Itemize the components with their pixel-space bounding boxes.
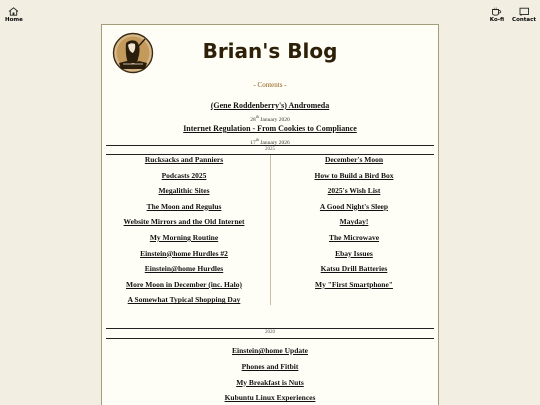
post-link[interactable]: Einstein@home Update	[232, 346, 308, 355]
year-label-2025: 2025	[265, 147, 275, 152]
contents-label: - Contents -	[253, 81, 287, 89]
post-link[interactable]: My "First Smartphone"	[315, 279, 393, 289]
posts-2020-list	[102, 346, 438, 405]
home-label: Home	[5, 17, 23, 23]
section-divider	[106, 145, 434, 146]
featured-post-link[interactable]: Internet Regulation - From Cookies to Compliance	[183, 124, 357, 133]
featured-post-date: 17th January 2026	[250, 137, 290, 146]
posts-2025-right-column	[272, 155, 436, 295]
home-link[interactable]	[5, 7, 23, 23]
post-link[interactable]: 2025's Wish List	[327, 186, 381, 196]
top-nav-right	[484, 7, 536, 23]
coffee-cup-icon	[491, 7, 502, 16]
post-link[interactable]: A Good Night's Sleep	[319, 201, 389, 211]
featured-post	[102, 118, 438, 146]
post-link[interactable]: My Breakfast is Nuts	[236, 377, 304, 387]
post-link[interactable]: Website Mirrors and the Old Internet	[123, 217, 245, 227]
post-link[interactable]: Phones and Fitbit	[241, 361, 299, 371]
section-divider	[106, 328, 434, 329]
post-link[interactable]: Katsu Drill Batteries	[320, 264, 388, 274]
kofi-label: Ko-fi	[489, 17, 505, 23]
post-link[interactable]: Einstein@home Hurdles #2	[140, 248, 228, 258]
post-link[interactable]: December's Moon	[324, 155, 384, 164]
home-icon	[8, 7, 19, 16]
contact-icon	[519, 7, 530, 16]
post-link[interactable]: Podcasts 2025	[161, 170, 207, 180]
post-link[interactable]: Mayday!	[339, 217, 369, 227]
blog-title: Brian's Blog	[202, 39, 338, 63]
post-link[interactable]: The Moon and Regulus	[146, 201, 222, 211]
top-nav-left	[5, 7, 23, 23]
contact-link[interactable]	[512, 7, 536, 23]
posts-2025-left-column	[102, 155, 266, 311]
post-link[interactable]: How to Build a Bird Box	[314, 170, 394, 180]
post-link[interactable]: My Morning Routine	[149, 232, 219, 242]
column-divider	[270, 155, 271, 305]
post-link[interactable]: Kubuntu Linux Experiences	[224, 393, 316, 403]
blog-page	[101, 24, 439, 405]
featured-post-date: 28th January 2020	[250, 114, 290, 123]
post-link[interactable]: Einstein@home Hurdles	[144, 264, 224, 274]
year-label-2020: 2020	[265, 330, 275, 335]
post-link[interactable]: Ebay Issues	[335, 248, 373, 258]
post-link[interactable]: Megalithic Sites	[158, 186, 210, 196]
post-link[interactable]: A Somewhat Typical Shopping Day	[127, 295, 241, 305]
featured-post-link[interactable]: (Gene Roddenberry's) Andromeda	[210, 101, 330, 110]
post-link[interactable]: Rucksacks and Panniers	[144, 155, 224, 164]
section-divider	[106, 338, 434, 339]
contact-label: Contact	[512, 17, 536, 23]
kofi-link[interactable]	[490, 7, 504, 23]
post-link[interactable]: More Moon in December (inc. Halo)	[126, 279, 242, 289]
post-link[interactable]: The Microwave	[328, 232, 380, 242]
